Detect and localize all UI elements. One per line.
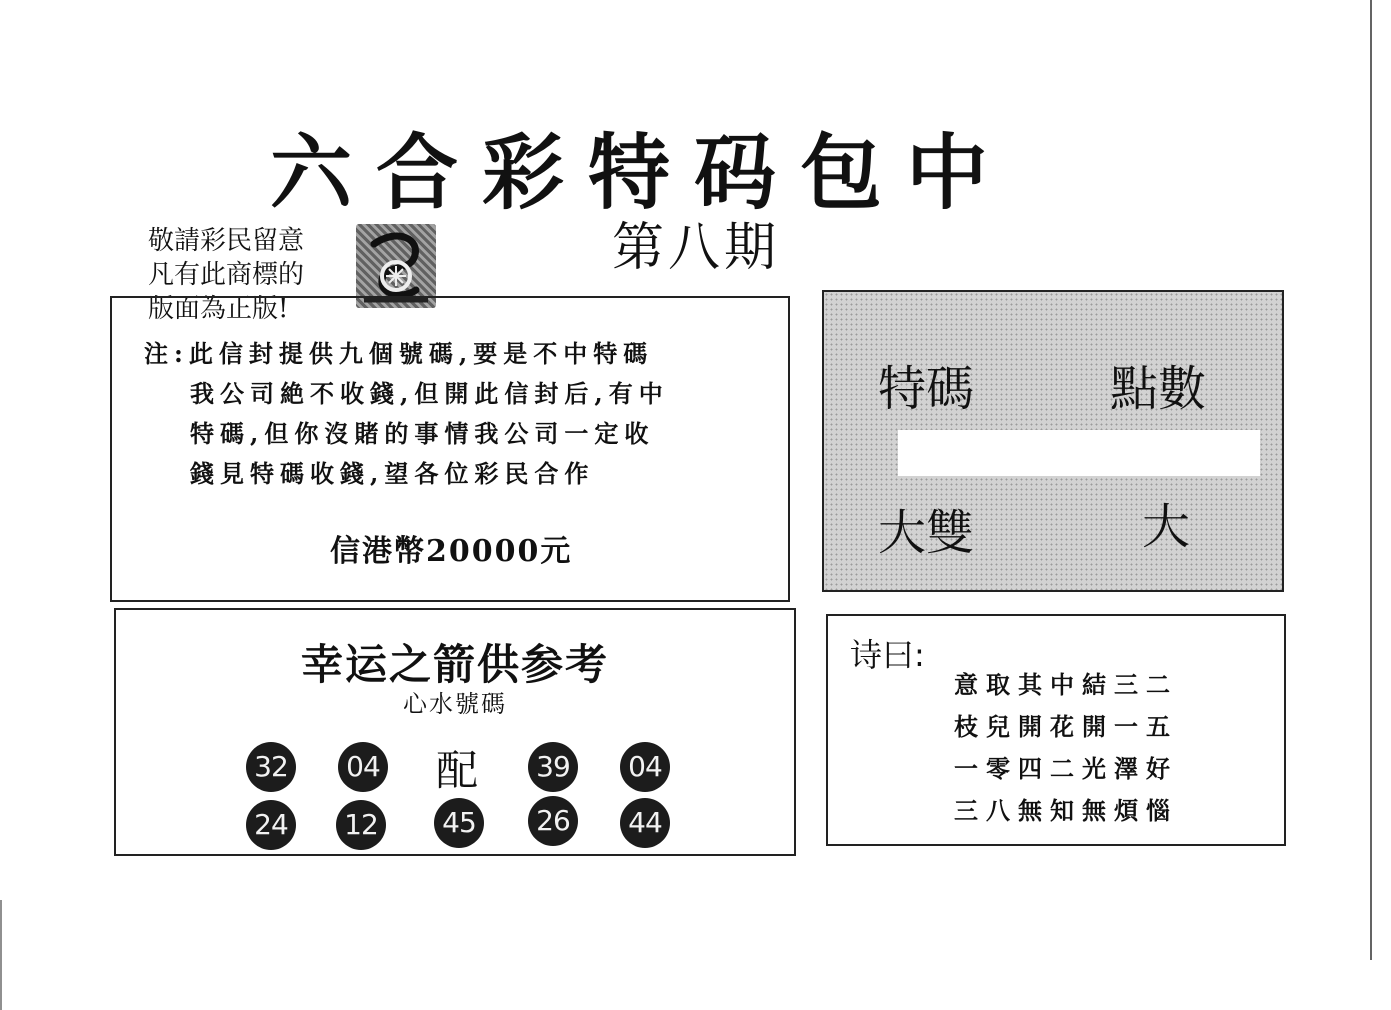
lucky-arrow-subtitle: 心水號碼 (403, 690, 507, 718)
notice-line: 凡有此商標的 (148, 260, 305, 290)
poem-line: 枝兒開花開一五 (954, 712, 1178, 741)
poem-line: 一零四二光澤好 (954, 754, 1178, 783)
lucky-arrow-box (114, 608, 796, 856)
scan-edge-line (1370, 0, 1372, 960)
pair-mark: 配 (436, 746, 479, 795)
number-ball: 26 (528, 796, 578, 846)
poem-box (826, 614, 1286, 846)
envelope-note (144, 334, 669, 494)
number-ball: 04 (620, 742, 670, 792)
lucky-arrow-title: 幸运之箭供参考 (300, 640, 609, 689)
number-ball: 45 (434, 798, 484, 848)
poem-line: 意取其中結三二 (954, 670, 1178, 699)
number-ball: 44 (620, 798, 670, 848)
poem-line: 三八無知無煩惱 (954, 796, 1178, 825)
points-label: 點數 (1110, 361, 1207, 417)
number-ball: 24 (246, 800, 296, 850)
notice-line: 版面為正版! (148, 294, 289, 324)
note-line: 注:此信封提供九個號碼,要是不中特碼 (144, 339, 654, 368)
number-ball: 39 (528, 742, 578, 792)
poem-lines (954, 664, 1178, 832)
note-line: 錢見特碼收錢,望各位彩民合作 (190, 459, 595, 488)
price-line: 信港幣20000元 (330, 534, 573, 569)
note-line: 特碼,但你沒賭的事情我公司一定收 (190, 419, 655, 448)
points-value: 大 (1142, 499, 1191, 555)
scan-edge-line (0, 900, 2, 1010)
poem-label: 诗曰: (850, 636, 925, 674)
number-ball: 32 (246, 742, 296, 792)
note-line: 我公司絶不收錢,但開此信封后,有中 (190, 379, 669, 408)
main-title: 六合彩特码包中 (270, 126, 1013, 221)
tema-value: 大雙 (878, 505, 975, 561)
notice-line: 敬請彩民留意 (148, 226, 305, 256)
special-number-tips-box (822, 290, 1284, 592)
number-ball: 04 (338, 742, 388, 792)
envelope-terms-box (110, 296, 790, 602)
issue-number: 第八期 (612, 218, 781, 278)
hidden-band (898, 430, 1260, 476)
tema-label: 特碼 (878, 361, 975, 417)
number-ball: 12 (336, 800, 386, 850)
